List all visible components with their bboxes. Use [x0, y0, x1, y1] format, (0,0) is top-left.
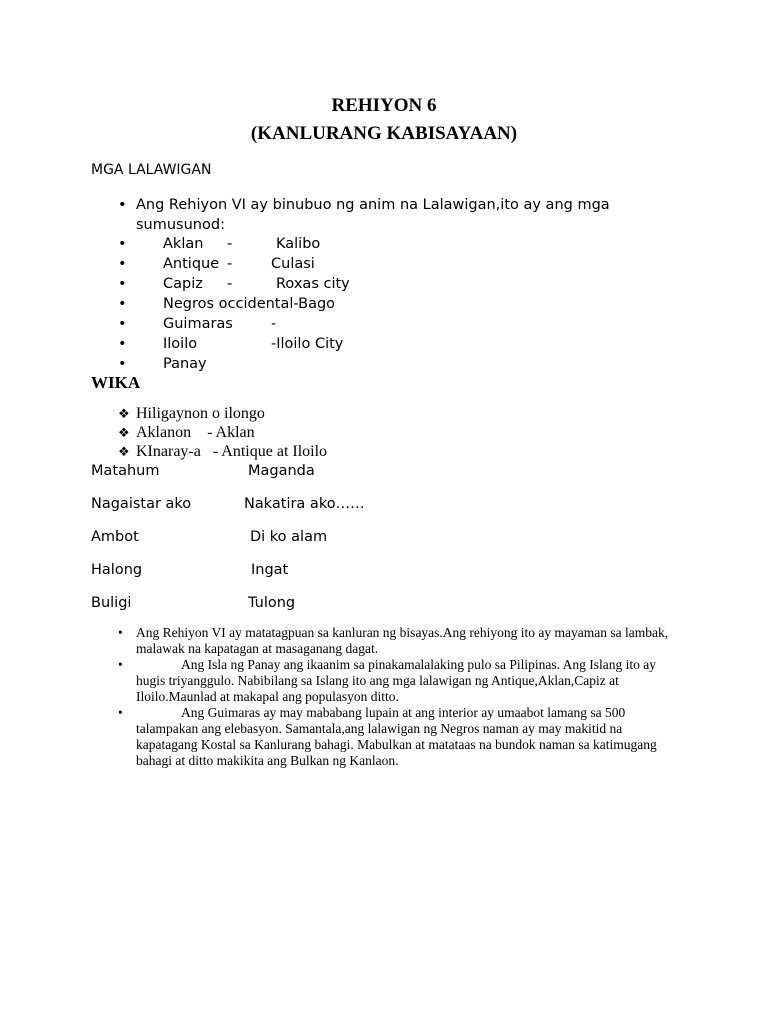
paragraph — [118, 657, 684, 705]
vocab-meaning: Di ko alam — [250, 529, 328, 545]
bullet-icon: • — [118, 336, 127, 352]
bullet-icon: • — [118, 197, 127, 213]
language-text: Aklanon - Aklan — [136, 424, 255, 441]
vocab-term: Ambot — [91, 529, 139, 545]
bullet-icon: • — [118, 276, 127, 292]
bullet-icon: • — [118, 236, 127, 252]
languages-heading: WIKA — [91, 373, 141, 392]
province-name: Antique — [163, 256, 220, 272]
paragraph-text: Ang Guimaras ay may mababang lupain at ang interior ay umaabot lamang sa 500 talampakan ang elebasyon. Samantala,ang lalawigan ng Negros naman ay may makitid na kapatagang Kostal sa Kanlurang bahagi. Mabulkan at matataas na bundok naman sa katimugang bahagi at ditto makikita ang Bulkan ng Kanlaon. — [136, 705, 657, 768]
vocab-meaning: Maganda — [248, 463, 315, 479]
vocab-term: Matahum — [91, 463, 160, 479]
province-dash: - — [227, 236, 233, 252]
bullet-icon: • — [118, 256, 127, 272]
page-title: REHIYON 6 — [331, 95, 437, 116]
bullet-icon: • — [118, 625, 123, 640]
bullet-icon: • — [118, 705, 123, 720]
vocab-meaning: Tulong — [248, 595, 296, 611]
province-name: Aklan — [163, 236, 204, 252]
paragraph-text: Ang Rehiyon VI ay matatagpuan sa kanluran ng bisayas.Ang rehiyong ito ay mayaman sa lambak, malawak na kapatagan at masaganang dagat. — [136, 625, 669, 656]
vocab-meaning: Nakatira ako…… — [244, 496, 365, 512]
vocab-term: Buligi — [91, 595, 132, 611]
province-capital: Culasi — [271, 256, 315, 272]
vocab-term: Halong — [91, 562, 143, 578]
province-name: Negros occidental-Bago — [163, 296, 336, 312]
paragraph — [118, 705, 684, 769]
provinces-intro — [118, 195, 618, 235]
page-subtitle: (KANLURANG KABISAYAAN) — [250, 123, 518, 144]
province-name: Capiz — [163, 276, 203, 292]
province-dash: - — [271, 316, 277, 332]
province-name: Iloilo — [163, 336, 198, 352]
provinces-intro-text: Ang Rehiyon VI ay binubuo ng anim na Lalawigan,ito ay ang mga sumusunod: — [136, 197, 610, 233]
province-name: Guimaras — [163, 316, 233, 332]
diamond-bullet-icon: ❖ — [118, 425, 130, 440]
provinces-heading: MGA LALAWIGAN — [91, 162, 212, 178]
province-capital: Roxas city — [276, 276, 350, 292]
paragraph — [118, 625, 684, 657]
language-text: KInaray-a - Antique at Iloilo — [136, 443, 328, 460]
vocab-term: Nagaistar ako — [91, 496, 192, 512]
bullet-icon: • — [118, 316, 127, 332]
bullet-icon: • — [118, 356, 127, 372]
province-capital: Kalibo — [276, 236, 321, 252]
diamond-bullet-icon: ❖ — [118, 444, 130, 459]
language-text: Hiligaynon o ilongo — [136, 405, 265, 422]
bullet-icon: • — [118, 657, 123, 672]
diamond-bullet-icon: ❖ — [118, 406, 130, 421]
vocab-meaning: Ingat — [251, 562, 289, 578]
province-capital: -Iloilo City — [271, 336, 344, 352]
province-dash: - — [227, 276, 233, 292]
province-dash: - — [227, 256, 233, 272]
paragraph-text: Ang Isla ng Panay ang ikaanim sa pinakamalalaking pulo sa Pilipinas. Ang Islang ito ay hugis triyanggulo. Nabibilang sa Islang ito ang mga lalawigan ng Antique,Aklan,Capiz at Iloilo.Maunlad at makapal ang populasyon ditto. — [136, 657, 657, 704]
bullet-icon: • — [118, 296, 127, 312]
province-name: Panay — [163, 356, 207, 372]
